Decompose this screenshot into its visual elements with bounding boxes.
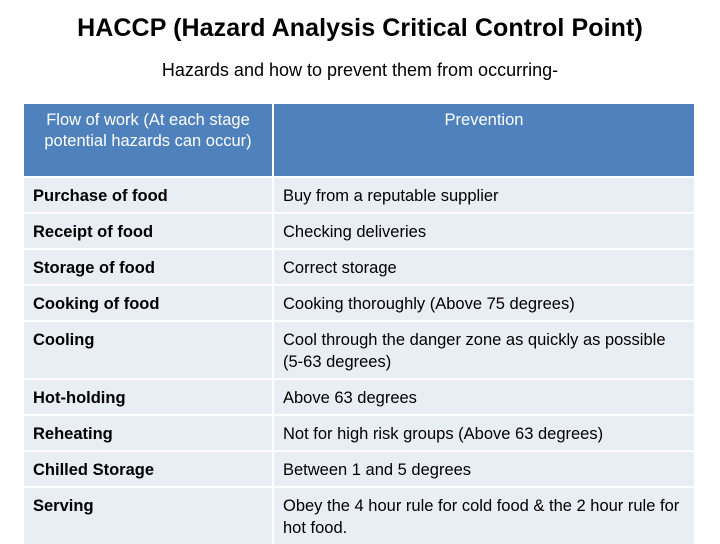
stage-cell: Hot-holding bbox=[24, 378, 274, 414]
prevention-cell: Cool through the danger zone as quickly as possible (5-63 degrees) bbox=[274, 320, 694, 378]
stage-cell: Purchase of food bbox=[24, 176, 274, 212]
table-row bbox=[24, 320, 694, 378]
table-row bbox=[24, 176, 694, 212]
table-row bbox=[24, 212, 694, 248]
prevention-cell: Cooking thoroughly (Above 75 degrees) bbox=[274, 284, 694, 320]
stage-cell: Receipt of food bbox=[24, 212, 274, 248]
stage-cell: Chilled Storage bbox=[24, 450, 274, 486]
prevention-cell: Between 1 and 5 degrees bbox=[274, 450, 694, 486]
table-row bbox=[24, 414, 694, 450]
stage-cell: Cooling bbox=[24, 320, 274, 378]
prevention-cell: Obey the 4 hour rule for cold food & the 2 hour rule for hot food. bbox=[274, 486, 694, 544]
page-title: HACCP (Hazard Analysis Critical Control Point) bbox=[77, 14, 643, 42]
stage-cell: Cooking of food bbox=[24, 284, 274, 320]
stage-cell: Storage of food bbox=[24, 248, 274, 284]
column-header-prevention: Prevention bbox=[274, 104, 694, 176]
page-subtitle: Hazards and how to prevent them from occurring- bbox=[161, 60, 559, 80]
prevention-cell: Correct storage bbox=[274, 248, 694, 284]
prevention-cell: Buy from a reputable supplier bbox=[274, 176, 694, 212]
table-row bbox=[24, 486, 694, 544]
stage-cell: Reheating bbox=[24, 414, 274, 450]
table-header-row bbox=[24, 104, 694, 176]
prevention-cell: Checking deliveries bbox=[274, 212, 694, 248]
prevention-cell: Above 63 degrees bbox=[274, 378, 694, 414]
prevention-cell: Not for high risk groups (Above 63 degrees) bbox=[274, 414, 694, 450]
haccp-table bbox=[24, 104, 694, 544]
table-row bbox=[24, 450, 694, 486]
table-row bbox=[24, 248, 694, 284]
stage-cell: Serving bbox=[24, 486, 274, 544]
table-row bbox=[24, 284, 694, 320]
column-header-flow-of-work: Flow of work (At each stage potential hazards can occur) bbox=[24, 104, 274, 176]
table-row bbox=[24, 378, 694, 414]
